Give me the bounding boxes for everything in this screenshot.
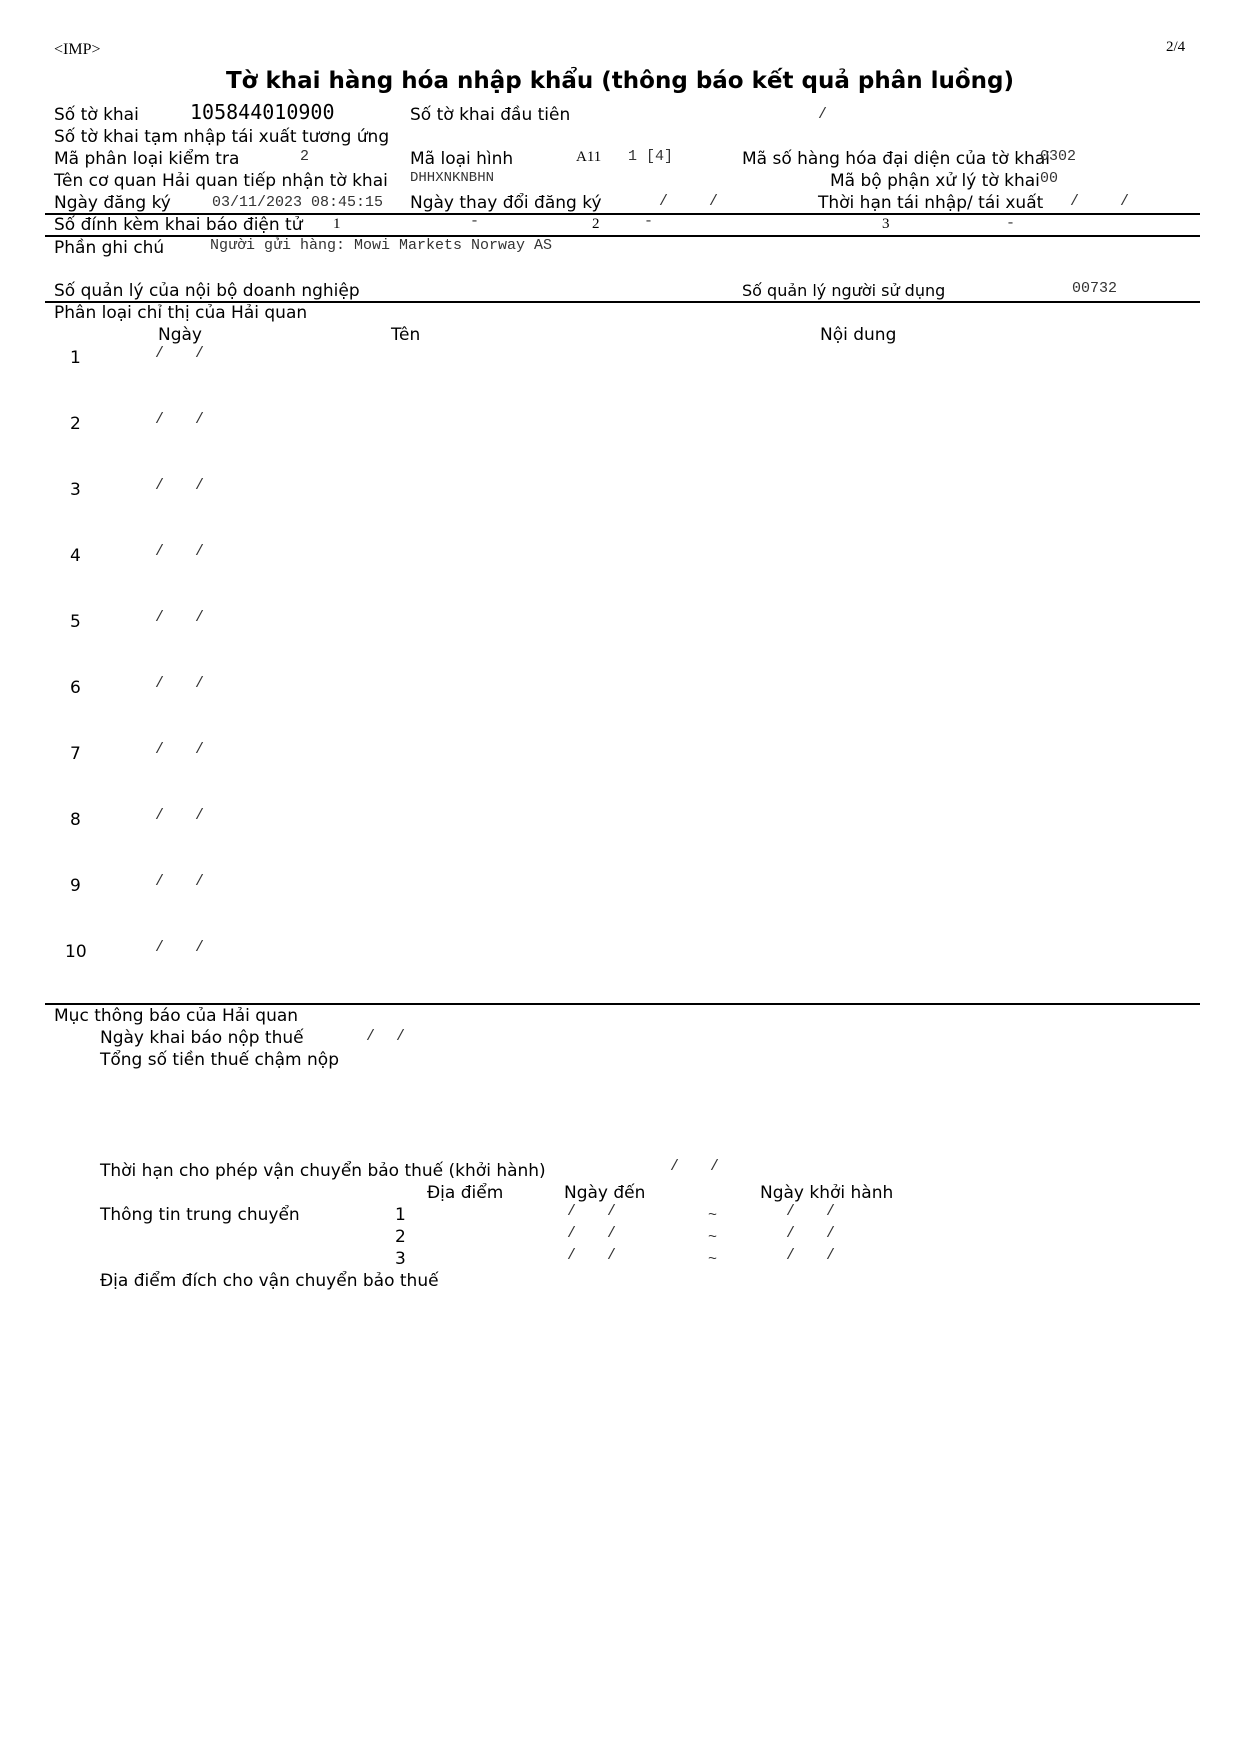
transit-departure-slash-1: / [786, 1225, 796, 1242]
customs-office-label: Tên cơ quan Hải quan tiếp nhận tờ khai [54, 171, 388, 191]
instructions-col-name: Tên [391, 325, 421, 345]
notes-value: Người gửi hàng: Mowi Markets Norway AS [210, 237, 553, 254]
transit-departure-slash-2: / [826, 1203, 836, 1220]
transit-arrival-slash-1: / [567, 1203, 577, 1220]
instruction-row-number: 9 [70, 876, 81, 896]
instruction-row-number: 4 [70, 546, 81, 566]
instruction-date-slash-1: / [155, 411, 165, 428]
instruction-date-slash-1: / [155, 345, 165, 362]
bonded-deadline-slash-1: / [670, 1158, 680, 1175]
instruction-date-slash-1: / [155, 675, 165, 692]
page-title: Tờ khai hàng hóa nhập khẩu (thông báo kết quả phân luồng) [225, 68, 1015, 94]
transit-row-number: 1 [395, 1205, 406, 1225]
instruction-date-slash-2: / [195, 411, 205, 428]
notes-label: Phần ghi chú [54, 238, 165, 258]
transit-arrival-slash-2: / [607, 1203, 617, 1220]
divider-4 [45, 1003, 1200, 1005]
user-management-number-value: 00732 [1072, 280, 1118, 297]
registration-date-label: Ngày đăng ký [54, 193, 171, 213]
transit-tilde: ~ [708, 1207, 718, 1224]
transit-arrival-slash-2: / [607, 1247, 617, 1264]
bonded-deadline-slash-2: / [710, 1158, 720, 1175]
transit-col-arrival-date: Ngày đến [564, 1183, 646, 1203]
change-registration-date-label: Ngày thay đổi đăng ký [410, 193, 602, 213]
instruction-date-slash-2: / [195, 741, 205, 758]
instruction-date-slash-1: / [155, 543, 165, 560]
representative-hs-label: Mã số hàng hóa đại diện của tờ khai [742, 149, 1050, 169]
reexport-slash-1: / [1070, 193, 1080, 210]
tax-date-slash-1: / [366, 1028, 376, 1045]
transit-arrival-slash-1: / [567, 1247, 577, 1264]
transit-arrival-slash-1: / [567, 1225, 577, 1242]
type-code-label: Mã loại hình [410, 149, 514, 169]
instruction-date-slash-2: / [195, 609, 205, 626]
user-management-number-label: Số quản lý người sử dụng [742, 281, 946, 300]
page-number: 2/4 [1166, 39, 1186, 55]
transit-col-location: Địa điểm [427, 1183, 504, 1203]
instruction-row-number: 6 [70, 678, 81, 698]
transit-departure-slash-2: / [826, 1225, 836, 1242]
attachment-2-dash: - [644, 213, 654, 230]
transit-departure-slash-1: / [786, 1203, 796, 1220]
transit-arrival-slash-2: / [607, 1225, 617, 1242]
instruction-date-slash-2: / [195, 939, 205, 956]
reexport-deadline-label: Thời hạn tái nhập/ tái xuất [818, 193, 1044, 213]
instruction-row-number: 1 [70, 348, 81, 368]
transit-tilde: ~ [708, 1251, 718, 1268]
attachment-1-dash: - [470, 213, 480, 230]
declaration-number-label: Số tờ khai [54, 105, 139, 125]
instruction-date-slash-1: / [155, 939, 165, 956]
transit-tilde: ~ [708, 1229, 718, 1246]
instruction-date-slash-2: / [195, 675, 205, 692]
bonded-transport-deadline-label: Thời hạn cho phép vận chuyển bảo thuế (khởi hành) [100, 1161, 546, 1181]
instruction-date-slash-2: / [195, 345, 205, 362]
attachment-number-label: Số đính kèm khai báo điện tử [54, 215, 303, 235]
transit-info-label: Thông tin trung chuyển [100, 1205, 300, 1225]
attachment-2: 2 [592, 216, 600, 232]
declaration-number-value: 105844010900 [190, 100, 335, 124]
reexport-slash-2: / [1120, 193, 1130, 210]
first-declaration-value: / [818, 106, 828, 123]
instruction-date-slash-1: / [155, 741, 165, 758]
instruction-row-number: 10 [65, 942, 87, 962]
instruction-date-slash-2: / [195, 543, 205, 560]
notice-section-label: Mục thông báo của Hải quan [54, 1006, 299, 1026]
instruction-row-number: 8 [70, 810, 81, 830]
customs-office-value: DHHXNKNBHN [410, 170, 495, 186]
type-code-extra: 1 [4] [628, 148, 674, 165]
inspection-class-label: Mã phân loại kiểm tra [54, 149, 240, 169]
instructions-section-label: Phân loại chỉ thị của Hải quan [54, 303, 308, 323]
instruction-date-slash-1: / [155, 609, 165, 626]
first-declaration-label: Số tờ khai đầu tiên [410, 105, 571, 125]
tax-declaration-date-label: Ngày khai báo nộp thuế [100, 1028, 304, 1048]
representative-hs-value: 0302 [1040, 148, 1077, 165]
processing-unit-value: 00 [1040, 170, 1059, 187]
transit-row-number: 2 [395, 1227, 406, 1247]
attachment-1: 1 [333, 216, 341, 232]
late-tax-total-label: Tổng số tiền thuế chậm nộp [100, 1050, 339, 1070]
instruction-date-slash-1: / [155, 807, 165, 824]
attachment-3-dash: - [1006, 215, 1016, 232]
instructions-col-content: Nội dung [820, 325, 897, 345]
instruction-date-slash-1: / [155, 873, 165, 890]
instruction-row-number: 7 [70, 744, 81, 764]
transit-col-departure-date: Ngày khởi hành [760, 1183, 894, 1203]
processing-unit-label: Mã bộ phận xử lý tờ khai [830, 171, 1040, 191]
instruction-date-slash-2: / [195, 477, 205, 494]
attachment-3: 3 [882, 216, 890, 232]
internal-management-number-label: Số quản lý của nội bộ doanh nghiệp [54, 281, 360, 301]
bonded-destination-label: Địa điểm đích cho vận chuyển bảo thuế [100, 1271, 439, 1291]
document-code: <IMP> [54, 41, 101, 58]
instruction-row-number: 5 [70, 612, 81, 632]
instruction-row-number: 3 [70, 480, 81, 500]
change-date-slash-1: / [659, 193, 669, 210]
transit-departure-slash-2: / [826, 1247, 836, 1264]
registration-date-value: 03/11/2023 08:45:15 [212, 194, 384, 211]
instruction-date-slash-2: / [195, 807, 205, 824]
change-date-slash-2: / [709, 193, 719, 210]
transit-departure-slash-1: / [786, 1247, 796, 1264]
instruction-date-slash-2: / [195, 873, 205, 890]
instruction-date-slash-1: / [155, 477, 165, 494]
type-code-value: A11 [576, 149, 602, 165]
instruction-row-number: 2 [70, 414, 81, 434]
temp-import-declaration-label: Số tờ khai tạm nhập tái xuất tương ứng [54, 127, 390, 147]
inspection-class-value: 2 [300, 148, 310, 165]
tax-date-slash-2: / [396, 1028, 406, 1045]
instructions-col-date: Ngày [158, 325, 202, 345]
transit-row-number: 3 [395, 1249, 406, 1269]
